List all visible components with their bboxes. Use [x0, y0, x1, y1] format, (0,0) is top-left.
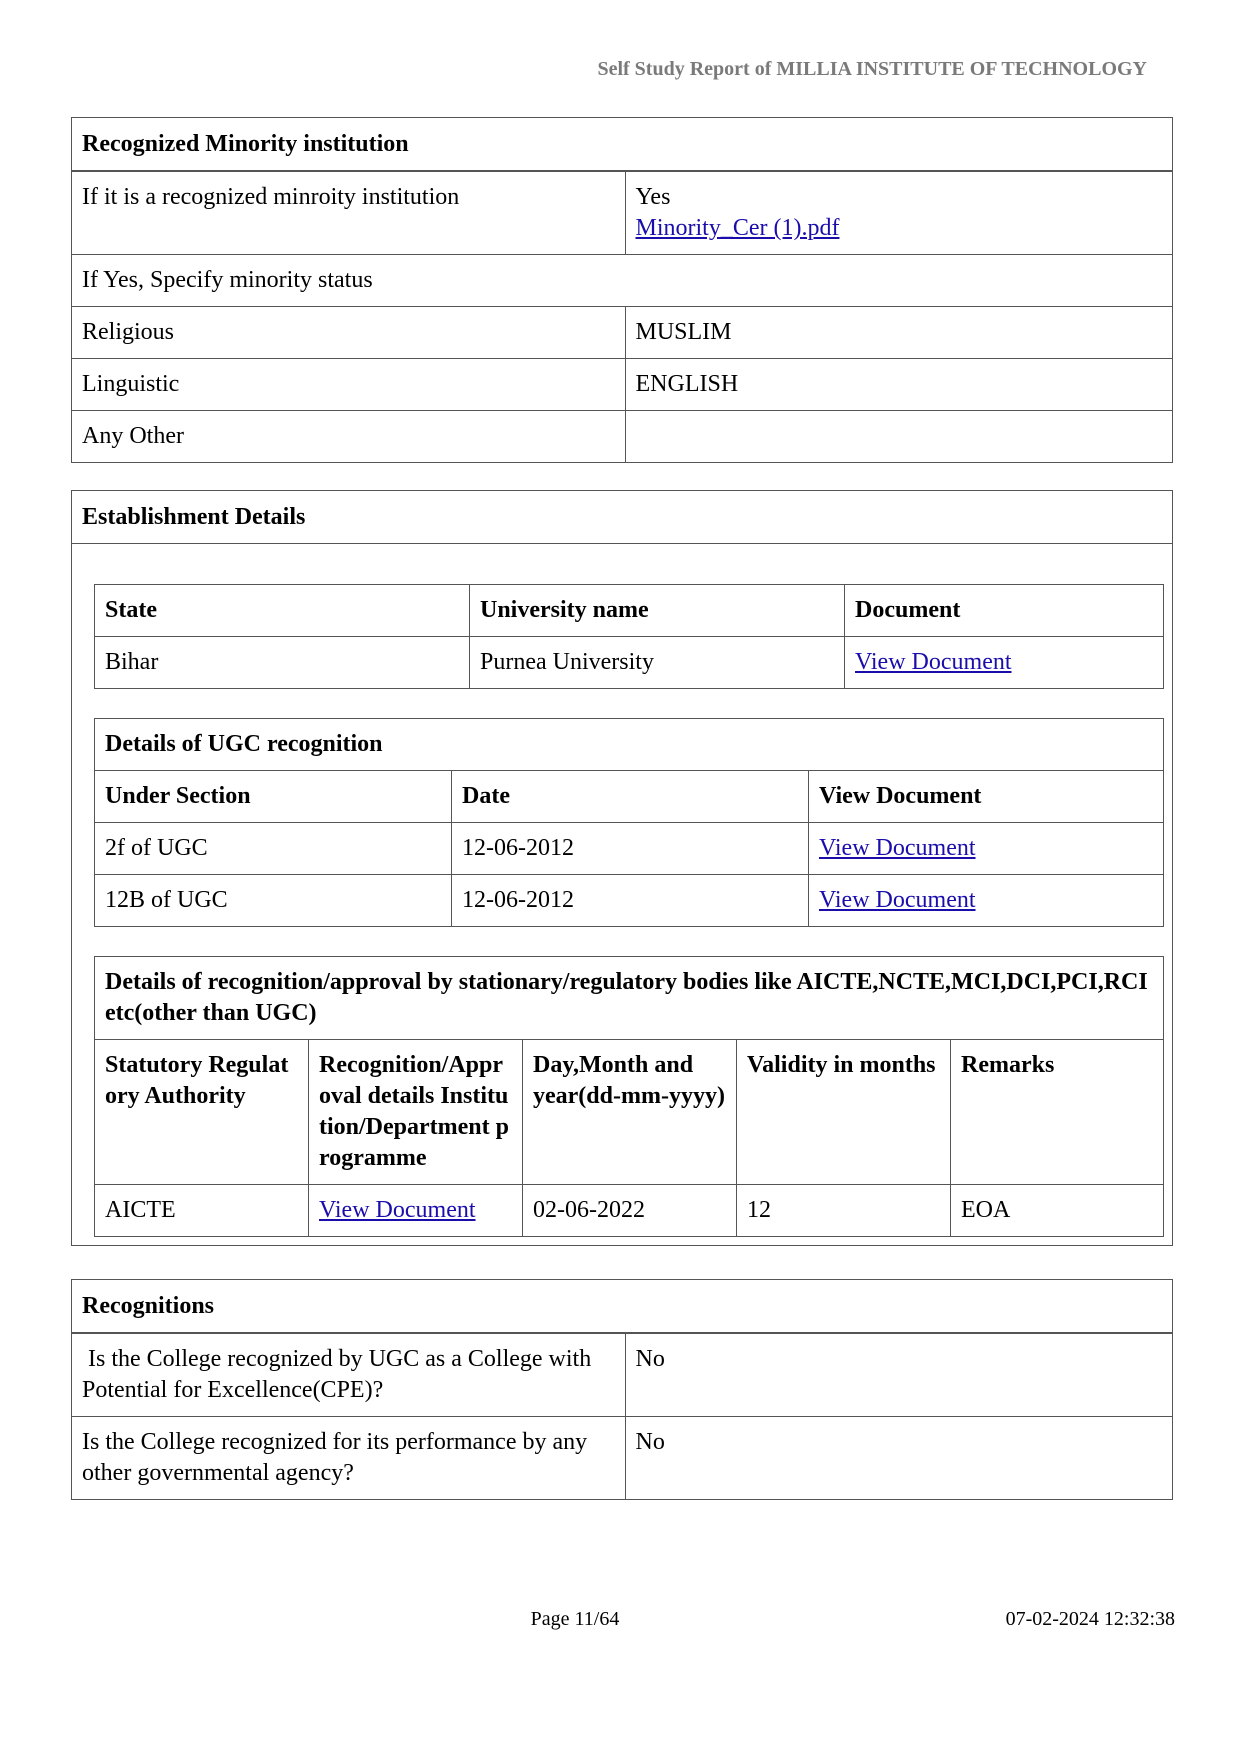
ugc-title: Details of UGC recognition: [94, 718, 1164, 770]
ugc-table-wrap: [94, 718, 1164, 927]
col-header-validity: Validity in months: [737, 1040, 951, 1185]
table-row: [72, 411, 1172, 463]
ugc-section: 2f of UGC: [95, 823, 452, 875]
table-row: [95, 637, 1164, 689]
linguistic-value: ENGLISH: [625, 359, 1172, 411]
col-header-document: Document: [845, 585, 1164, 637]
gov-agency-question: Is the College recognized for its performance by any other governmental agency?: [72, 1417, 625, 1500]
col-header-day-month-year: Day,Month and year(dd-mm-yyyy): [523, 1040, 737, 1185]
statutory-table: [94, 1039, 1164, 1237]
ugc-date: 12-06-2012: [452, 823, 809, 875]
report-header: Self Study Report of MILLIA INSTITUTE OF TECHNOLOGY: [597, 58, 1147, 80]
col-header-date: Date: [452, 771, 809, 823]
minority-section: [71, 117, 1173, 463]
statutory-title: Details of recognition/approval by stationary/regulatory bodies like AICTE,NCTE,MCI,DCI,PCI,RCI etc(other than UGC): [94, 956, 1164, 1039]
table-row: [95, 585, 1164, 637]
cpe-question: Is the College recognized by UGC as a College with Potential for Excellence(CPE)?: [72, 1334, 625, 1417]
minority-table: [72, 171, 1172, 462]
table-row: [95, 1040, 1164, 1185]
ugc-section: 12B of UGC: [95, 875, 452, 927]
col-header-view-document: View Document: [809, 771, 1164, 823]
col-header-university: University name: [470, 585, 845, 637]
establishment-title: Establishment Details: [72, 491, 1172, 544]
approval-date-value: 02-06-2022: [523, 1185, 737, 1237]
ugc-doc-cell: [809, 823, 1164, 875]
authority-value: AICTE: [95, 1185, 309, 1237]
validity-value: 12: [737, 1185, 951, 1237]
table-row: [95, 1185, 1164, 1237]
approval-doc-cell: [309, 1185, 523, 1237]
aicte-view-document-link[interactable]: View Document: [319, 1197, 476, 1223]
state-value: Bihar: [95, 637, 470, 689]
statutory-table-wrap: [94, 956, 1164, 1237]
recognitions-title: Recognitions: [72, 1280, 1172, 1333]
university-table: [94, 584, 1164, 689]
col-header-approval-details: Recognition/Approval details Institution/Department programme: [309, 1040, 523, 1185]
minority-q1-label: If it is a recognized minroity institution: [72, 172, 625, 255]
table-row: [72, 1334, 1172, 1417]
any-other-value: [625, 411, 1172, 463]
cpe-answer: No: [625, 1334, 1172, 1417]
table-row: [95, 771, 1164, 823]
any-other-label: Any Other: [72, 411, 625, 463]
col-header-authority: Statutory Regulatory Authority: [95, 1040, 309, 1185]
minority-q2-label: If Yes, Specify minority status: [72, 255, 1172, 307]
minority-q1-value: Yes: [635, 184, 671, 210]
table-row: [95, 823, 1164, 875]
remarks-value: EOA: [951, 1185, 1164, 1237]
establishment-section: [71, 490, 1173, 1246]
recognitions-table: [72, 1333, 1172, 1499]
linguistic-label: Linguistic: [72, 359, 625, 411]
col-header-remarks: Remarks: [951, 1040, 1164, 1185]
minority-certificate-link[interactable]: Minority_Cer (1).pdf: [635, 215, 840, 241]
religious-value: MUSLIM: [625, 307, 1172, 359]
university-value: Purnea University: [470, 637, 845, 689]
religious-label: Religious: [72, 307, 625, 359]
table-row: [72, 359, 1172, 411]
table-row: [72, 172, 1172, 255]
table-row: [72, 255, 1172, 307]
ugc-2f-view-document-link[interactable]: View Document: [819, 835, 976, 861]
page-number: Page 11/64: [530, 1608, 620, 1630]
recognitions-section: [71, 1279, 1173, 1500]
ugc-doc-cell: [809, 875, 1164, 927]
minority-title: Recognized Minority institution: [72, 118, 1172, 171]
table-row: [72, 307, 1172, 359]
ugc-12b-view-document-link[interactable]: View Document: [819, 887, 976, 913]
university-view-document-link[interactable]: View Document: [855, 649, 1012, 675]
col-header-under-section: Under Section: [95, 771, 452, 823]
col-header-state: State: [95, 585, 470, 637]
table-row: [95, 875, 1164, 927]
ugc-table: [94, 770, 1164, 927]
gov-agency-answer: No: [625, 1417, 1172, 1500]
table-row: [72, 1417, 1172, 1500]
university-table-wrap: [94, 584, 1164, 689]
print-timestamp: 07-02-2024 12:32:38: [1005, 1608, 1175, 1630]
university-doc-cell: [845, 637, 1164, 689]
ugc-date: 12-06-2012: [452, 875, 809, 927]
minority-q1-value-cell: [625, 172, 1172, 255]
